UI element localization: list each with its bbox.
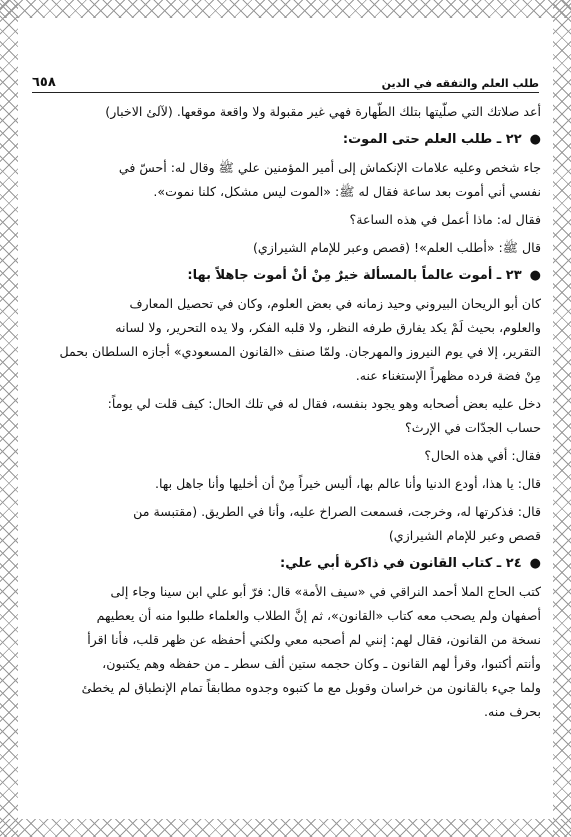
paragraph [30,444,541,468]
paragraph [30,500,541,548]
text-line: كان أبو الريحان البيروني وحيد زمانه في بعض العلوم، وكان في تحصيل المعارف [129,296,541,311]
text-line: فقال له: ماذا أعمل في هذه الساعة؟ [349,212,541,227]
bullet-icon: ● [529,132,541,147]
decorative-border-left [0,0,18,837]
text-line: بحرف منه. [484,704,541,719]
paragraph [30,208,541,232]
paragraph [30,156,541,204]
heading-text: ٢٢ ـ طلب العلم حتى الموت: [342,132,522,147]
text-line: كتب الحاج الملا أحمد النراقي في «سيف الأمة» قال: فرّ أبو علي ابن سينا وجاء إلى [110,584,541,599]
text-line: قصص وعبر للإمام الشيرازي) [388,528,541,543]
decorative-border-top [0,0,571,18]
text-line: قال: يا هذا، أودع الدنيا وأنا عالم بها، أليس خيراً مِنْ أن أخليها وأنا جاهل بها. [154,476,541,491]
text-line: نسخة من القانون، فقال لهم: إنني لم أصحبه معي ولكني أحفظه عن ظهر قلب، فأنا اقرأ [87,632,541,647]
text-line: أصفهان ولم يصحب معه كتاب «القانون»، ثم إنَّ الطلاب والعلماء طلبوا منه أن يعطيهم [96,608,541,623]
text-line: وأنتم أكتبوا، وقرأ لهم القانون ـ وكان حجمه ستين ألف سطر ـ من حفظه وهم يكتبون، [102,656,541,671]
text-line: أعد صلاتك التي صلّيتها بتلك الطّهارة فهي غير مقبولة ولا واقعة موقعها. (لآلئ الاخبار) [105,104,541,119]
page-header [32,68,539,93]
paragraph [30,580,541,724]
text-line: فقال: أفي هذه الحال؟ [424,448,541,463]
text-line: جاء شخص وعليه علامات الإنكماش إلى أمير المؤمنين علي ﷺ وقال له: أحسّ في [118,160,541,175]
text-line: مِنْ فضة فرده مظهراً الإستغناء عنه. [355,368,541,383]
heading-text: ٢٤ ـ كتاب القانون في ذاكرة أبي علي: [280,556,522,571]
section-heading [30,552,541,576]
paragraph [30,236,541,260]
text-line: نفسي أني أموت بعد ساعة فقال له ﷺ: «الموت ليس مشكل، كلنا نموت». [153,184,541,199]
bullet-icon: ● [529,556,541,571]
text-line: ولما جيء بالقانون من خراسان وقوبل مع ما كتبوه وجدوه مطابقاً تمام الإنطباق لم يخطئ [81,680,541,695]
text-line: قال ﷺ: «أطلب العلم»! (قصص وعبر للإمام الشيرازي) [253,240,541,255]
page-body [30,100,541,809]
running-title: طلب العلم والتفقه في الدين [381,77,539,90]
page-number: ٦٥٨ [32,75,56,90]
paragraph [30,472,541,496]
heading-text: ٢٣ ـ أموت عالماً بالمسألة خيرٌ مِنْ أنْ أموت جاهلاً بها: [187,268,522,283]
text-line: دخل عليه بعض أصحابه وهو يجود بنفسه، فقال له في تلك الحال: كيف قلت لي يوماً: [107,396,541,411]
text-line: التقرير، إلا في يوم النيروز والمهرجان. ولمّا صنف «القانون المسعودي» أجازه السلطان بحمل [59,344,541,359]
paragraph [30,100,541,124]
decorative-border-bottom [0,819,571,837]
text-line: قال: فذكرتها له، وخرجت، فسمعت الصراخ عليه، وأنا في الطريق. (مقتبسة من [133,504,541,519]
section-heading [30,264,541,288]
bullet-icon: ● [529,268,541,283]
paragraph [30,292,541,388]
text-line: حساب الجدّات في الإرث؟ [405,420,541,435]
text-line: والعلوم، بحيث لَمْ يكد يفارق طرفه النظر، ولا قلبه الفكر، ولا يده التحرير، ولا لسانه [115,320,541,335]
decorative-border-right [553,0,571,837]
paragraph [30,392,541,440]
section-heading [30,128,541,152]
